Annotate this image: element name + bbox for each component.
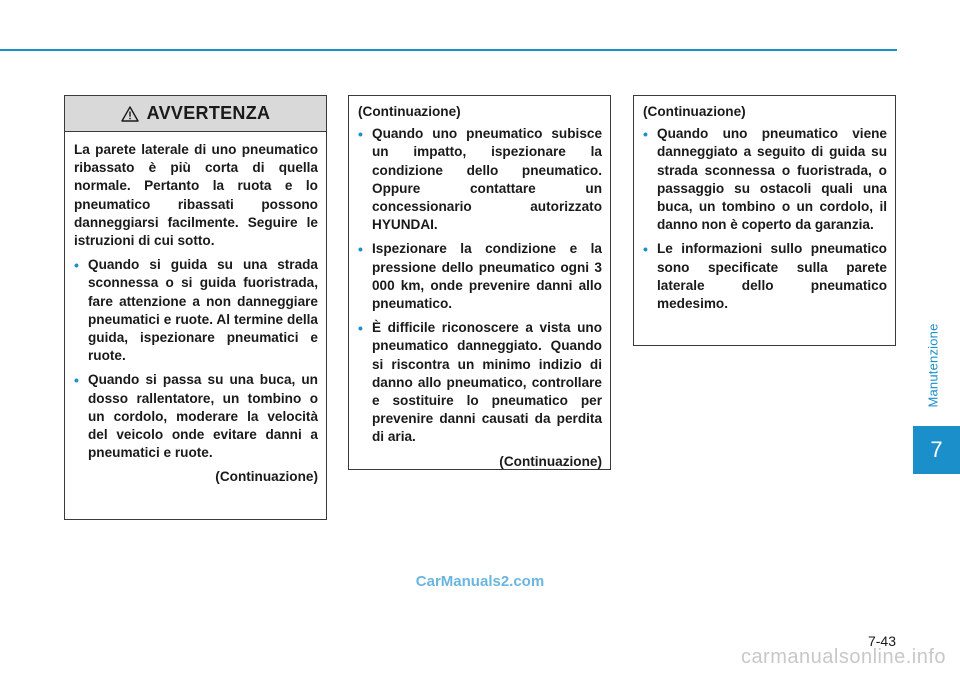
list-item: • Quando uno pneumatico subisce un impatto, ispezionare la condizione dello pneumatico. Oppure contattare un concessionario autorizzato HYUNDAI. [358,126,602,233]
continued-label: (Continuazione) [499,453,602,469]
chapter-tab: 7 [913,426,960,474]
list-item: • Ispezionare la condizione e la pressione dello pneumatico ogni 3 000 km, onde prevenire danni allo pneumatico. [358,241,602,312]
footer-site-watermark: carmanualsonline.info [740,646,946,668]
continuation-header: (Continuazione) [643,104,746,119]
bullet-dot: • [74,257,79,274]
list-item: • Le informazioni sullo pneumatico sono specificate sulla parete laterale dello pneumatico medesimo. [643,241,887,312]
warning-header [65,96,326,132]
bullet-list [358,125,602,446]
watermark-link[interactable]: CarManuals2.com [415,573,545,590]
list-item: • È difficile riconoscere a vista uno pneumatico danneggiato. Quando si riscontra un minimo indizio di danno allo pneumatico, controllare e sostituire lo pneumatico per prevenire danni causati da perdita di aria. [358,320,602,445]
continuation-box-2 [348,95,611,470]
list-item: • Quando uno pneumatico viene danneggiato a seguito di guida su strada sconnessa o fuoristrada, o passaggio su ostacoli quali una buca, un tombino o un cordolo, il danno non è coperto da garanzia. [643,126,887,233]
section-name: Manutenzione [925,322,941,408]
bullet-dot: • [643,126,648,143]
warning-intro: La parete laterale di uno pneumatico ribassato è più corta di quella normale. Pertanto la ruota e lo pneumatico ribassati possono danneggiarsi facilmente. Seguire le istruzioni di cui sotto. [74,142,318,249]
continuation-box-3 [633,95,896,346]
list-item: • Quando si guida su una strada sconnessa o si guida fuoristrada, fare attenzione a non danneggiare pneumatici e ruote. Al termine della guida, ispezionare pneumatici e ruote. [74,257,318,364]
warning-title: AVVERTENZA [146,103,271,123]
bullet-list [643,125,887,313]
list-item: • Quando si passa su una buca, un dosso rallentatore, un tombino o un cordolo, moderare la velocità del veicolo onde evitare danni a pneumatici e ruote. [74,372,318,461]
bullet-dot: • [643,241,648,258]
page-number: 7-43 [867,633,896,649]
bullet-dot: • [358,320,363,337]
warning-box [64,95,327,520]
continued-label: (Continuazione) [215,469,318,485]
warning-bullet-list [74,256,318,462]
warning-triangle-icon [121,106,139,122]
section-side-label [916,300,950,430]
bullet-dot: • [358,241,363,258]
bullet-dot: • [74,372,79,389]
bullet-dot: • [358,126,363,143]
continuation-header: (Continuazione) [358,104,461,119]
top-rule [0,49,897,51]
